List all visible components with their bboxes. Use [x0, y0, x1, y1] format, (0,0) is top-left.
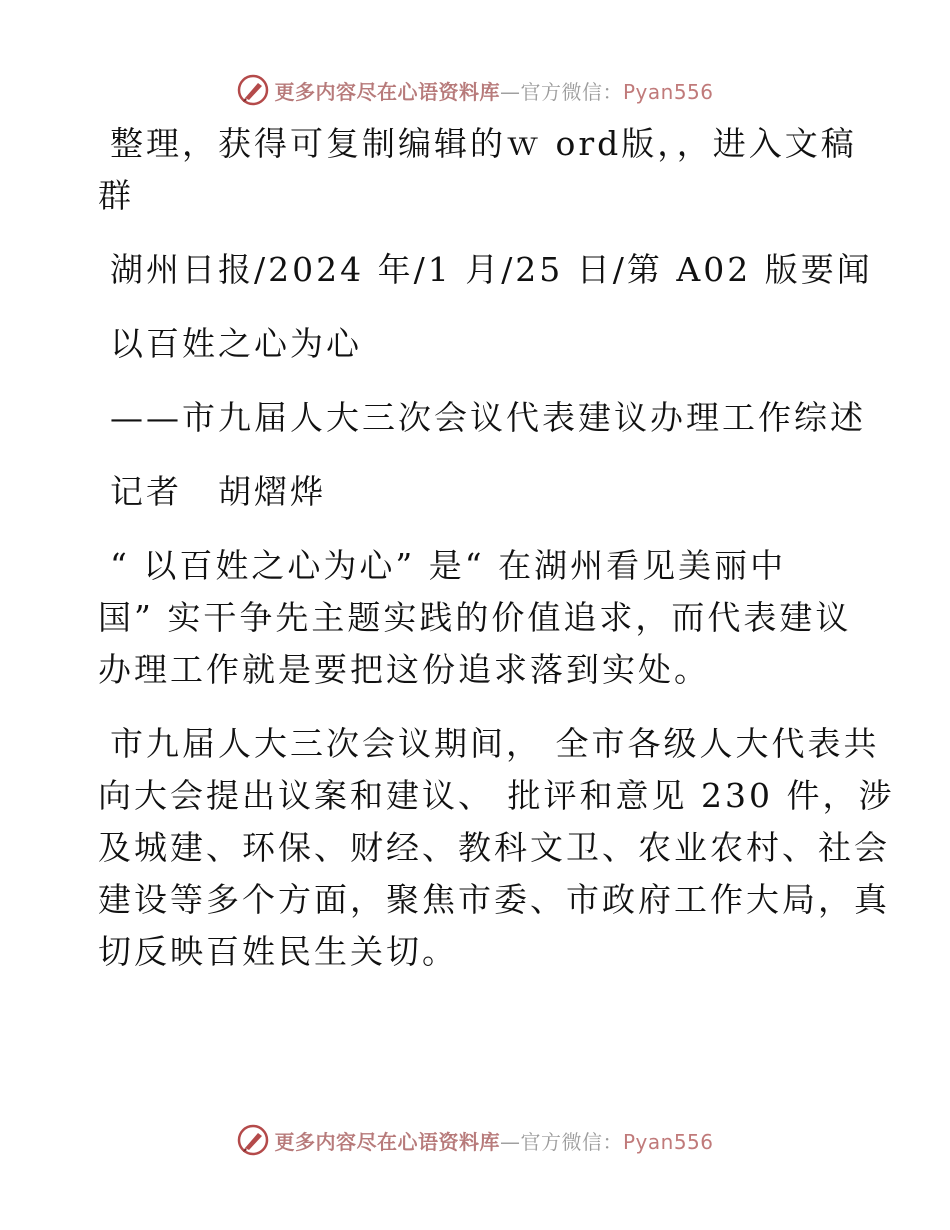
article-title: 以百姓之心为心	[110, 324, 362, 363]
watermark-main-text: 更多内容尽在心语资料库	[274, 1129, 500, 1154]
dateline: 湖州日报/2024 年/1 月/25 日/第 A02 版要闻	[110, 250, 873, 289]
paragraph-line: 及城建、环保、财经、教科文卫、农业农村、社会	[98, 828, 890, 867]
article-subtitle: ——市九届人大三次会议代表建议办理工作综述	[110, 398, 866, 437]
watermark-dash: —	[499, 1129, 521, 1154]
paragraph-line: 建设等多个方面，聚焦市委、市政府工作大局，真	[98, 880, 890, 919]
intro-line: 整理，获得可复制编辑的ｗ ord版，，进入文稿	[110, 124, 857, 163]
document-body	[98, 118, 895, 978]
watermark-wechat-id: Pyan556	[622, 79, 714, 104]
paragraph-line: 切反映百姓民生关切。	[98, 932, 458, 971]
watermark-wechat-label: 官方微信：	[520, 79, 623, 104]
watermark-wechat-label: 官方微信：	[520, 1129, 623, 1154]
paragraph-line: 市九届人大三次会议期间， 全市各级人大代表共	[110, 724, 880, 763]
paragraph-line: “ 以百姓之心为心” 是“ 在湖州看见美丽中	[110, 546, 787, 585]
watermark-wechat-id: Pyan556	[622, 1129, 714, 1154]
footer-watermark	[0, 1120, 950, 1160]
paragraph-line: 向大会提出议案和建议、 批评和意见 230 件，涉	[98, 776, 895, 815]
paragraph-2	[98, 718, 895, 978]
watermark-main-text: 更多内容尽在心语资料库	[274, 79, 500, 104]
header-watermark	[0, 70, 950, 110]
paragraph-line: 国” 实干争先主题实践的价值追求，而代表建议	[98, 598, 852, 637]
paragraph-1	[98, 540, 858, 696]
byline: 记者 胡熠烨	[110, 472, 326, 511]
pen-logo-icon	[236, 1123, 270, 1157]
pen-logo-icon	[236, 73, 270, 107]
watermark-dash: —	[499, 79, 521, 104]
paragraph-line: 办理工作就是要把这份追求落到实处。	[98, 650, 710, 689]
intro-line-continued: 群	[98, 176, 134, 215]
